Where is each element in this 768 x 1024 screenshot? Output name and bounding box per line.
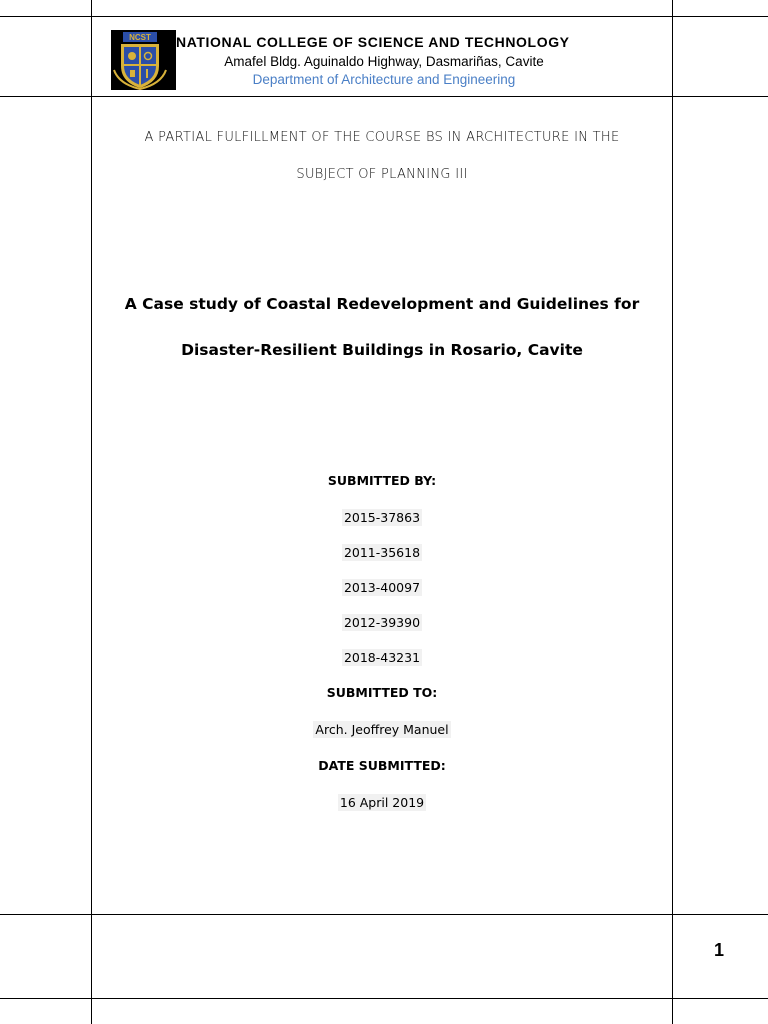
header-bottom-line [0, 96, 768, 97]
student-id: 2015-37863 [343, 510, 421, 525]
svg-text:NCST: NCST [129, 33, 151, 42]
instructor-name: Arch. Jeoffrey Manuel [315, 722, 449, 737]
document-title-line-1: A Case study of Coastal Redevelopment and Guidelines for [124, 295, 640, 313]
fulfillment-line-1: A PARTIAL FULFILLMENT OF THE COURSE BS IN ARCHITECTURE IN THE [144, 130, 620, 145]
document-title-line-2: Disaster-Resilient Buildings in Rosario, Cavite [181, 341, 583, 359]
submitted-by-label: SUBMITTED BY: [327, 473, 437, 488]
institution-name: NATIONAL COLLEGE OF SCIENCE AND TECHNOLOGY [176, 34, 570, 50]
school-logo [111, 30, 176, 90]
right-border-line [672, 0, 673, 1024]
footer-top-line [0, 914, 768, 915]
student-id: 2018-43231 [343, 650, 421, 665]
student-id: 2011-35618 [343, 545, 421, 560]
submitted-to-label: SUBMITTED TO: [326, 685, 438, 700]
student-id: 2012-39390 [343, 615, 421, 630]
fulfillment-line-2: SUBJECT OF PLANNING III [296, 167, 468, 182]
footer-bottom-line [0, 998, 768, 999]
submission-date: 16 April 2019 [339, 795, 425, 810]
page-number: 1 [714, 940, 725, 960]
document-header [92, 17, 672, 96]
institution-address: Amafel Bldg. Aguinaldo Highway, Dasmariñas, Cavite [224, 54, 544, 69]
date-submitted-label: DATE SUBMITTED: [318, 758, 446, 773]
student-id: 2013-40097 [343, 580, 421, 595]
department-name: Department of Architecture and Engineering [252, 72, 516, 87]
